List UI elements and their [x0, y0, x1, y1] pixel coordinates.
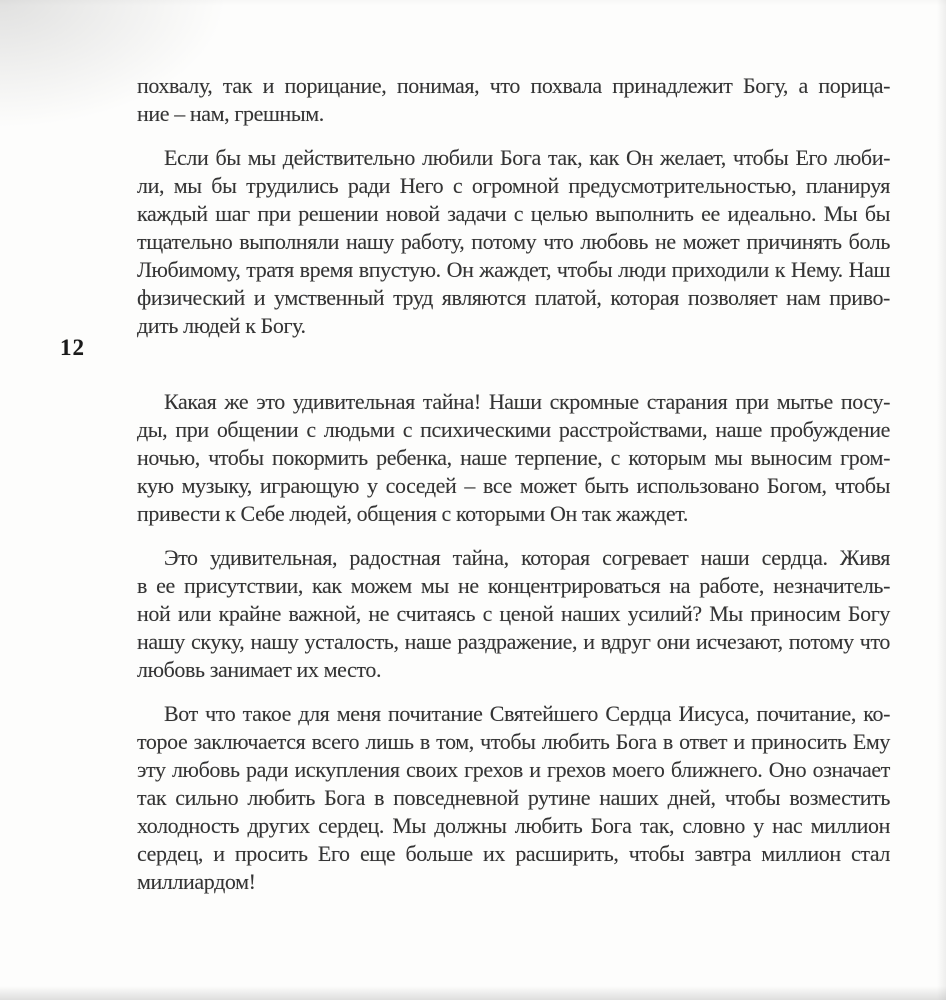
text-line: ды, при общении с людьми с психическими расстройствами, наше пробуждение — [137, 417, 890, 442]
text-line: Вот что такое для меня почитание Святейшего Сердца Иисуса, почитание, ко- — [164, 701, 890, 726]
text-line: ночью, чтобы покормить ребенка, наше терпение, с которым мы выносим гром- — [137, 445, 890, 470]
paragraph — [137, 144, 890, 340]
text-line: физический и умственный труд являются платой, которая позволяет нам приво- — [137, 285, 890, 310]
text-line: похвалу, так и порицание, понимая, что похвала принадлежит Богу, а порица- — [137, 73, 890, 98]
text-line: миллиардом! — [137, 869, 256, 894]
text-line: дить людей к Богу. — [137, 313, 306, 338]
text-line: холодность других сердец. Мы должны любить Бога так, словно у нас миллион — [137, 813, 890, 838]
paragraph — [137, 544, 890, 684]
text-line: каждый шаг при решении новой задачи с целью выполнить ее идеально. Мы бы — [137, 201, 890, 226]
text-line: ли, мы бы трудились ради Него с огромной предусмотрительностью, планируя — [137, 173, 890, 198]
text-line: ние – нам, грешным. — [137, 101, 324, 126]
text-line: Если бы мы действительно любили Бога так, как Он желает, чтобы Его люби- — [164, 145, 890, 170]
page-number: 12 — [60, 335, 85, 360]
text-line: нашу скуку, нашу усталость, наше раздражение, и вдруг они исчезают, потому что — [137, 629, 890, 654]
paragraph — [137, 700, 890, 896]
text-line: в ее присутствии, как можем мы не концентрироваться на работе, незначитель- — [137, 573, 890, 598]
text-line: Какая же это удивительная тайна! Наши скромные старания при мытье посу- — [164, 389, 890, 414]
text-line: Это удивительная, радостная тайна, которая согревает наши сердца. Живя — [164, 545, 890, 570]
paragraph — [137, 72, 890, 128]
page-text — [137, 72, 890, 896]
text-line: тщательно выполняли нашу работу, потому что любовь не может причинять боль — [137, 229, 890, 254]
text-line: кую музыку, играющую у соседей – все может быть использовано Богом, чтобы — [137, 473, 890, 498]
text-line: Любимому, тратя время впустую. Он жаждет, чтобы люди приходили к Нему. Наш — [137, 257, 890, 282]
text-line: торое заключается всего лишь в том, чтобы любить Бога в ответ и приносить Ему — [137, 729, 890, 754]
text-line: любовь занимает их место. — [137, 657, 382, 682]
text-line: сердец, и просить Его еще больше их расширить, чтобы завтра миллион стал — [137, 841, 890, 866]
text-line: эту любовь ради искупления своих грехов и грехов моего ближнего. Оно означает — [137, 757, 890, 782]
text-line: ной или крайне важной, не считаясь с ценой наших усилий? Мы приносим Богу — [137, 601, 890, 626]
text-line: привести к Себе людей, общения с которыми Он так жаждет. — [137, 501, 688, 526]
text-line: так сильно любить Бога в повседневной рутине наших дней, чтобы возместить — [137, 785, 890, 810]
paragraph — [137, 388, 890, 528]
